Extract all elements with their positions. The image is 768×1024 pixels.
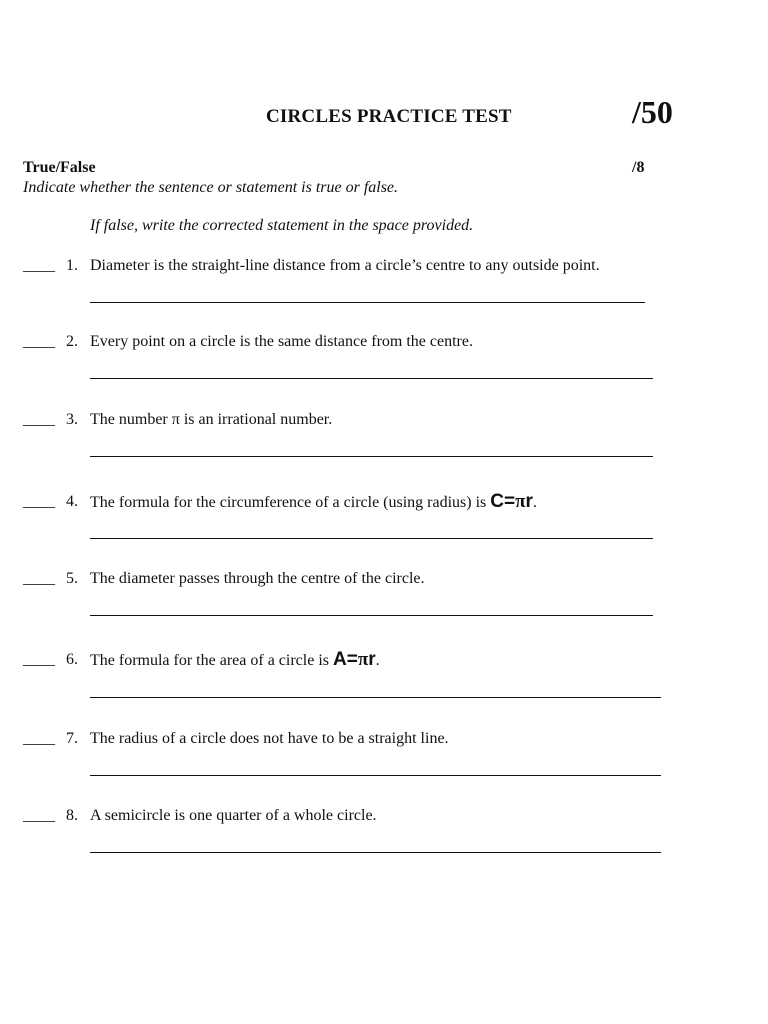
correction-line[interactable] xyxy=(90,456,653,457)
section-title: True/False xyxy=(23,159,96,176)
circumference-formula xyxy=(490,491,533,512)
question-3 xyxy=(0,411,768,471)
page-title: CIRCLES PRACTICE TEST xyxy=(266,106,512,127)
question-text xyxy=(90,491,537,513)
question-text: The diameter passes through the centre of the circle. xyxy=(90,570,425,587)
question-text-end: . xyxy=(532,494,537,511)
question-number: 3. xyxy=(66,411,78,428)
formula-right: r xyxy=(525,491,533,512)
question-1 xyxy=(0,257,768,317)
pi-symbol: π xyxy=(357,649,369,670)
question-number: 7. xyxy=(66,730,78,747)
question-text xyxy=(90,649,380,671)
formula-right: r xyxy=(368,649,376,670)
answer-blank[interactable]: ____ xyxy=(23,570,55,587)
section-score: /8 xyxy=(632,159,645,176)
question-number: 2. xyxy=(66,333,78,350)
correction-line[interactable] xyxy=(90,697,661,698)
formula-left: A= xyxy=(332,649,358,670)
question-number: 1. xyxy=(66,257,78,274)
section-instruction: Indicate whether the sentence or statement is true or false. xyxy=(23,179,399,196)
question-6 xyxy=(0,649,768,709)
question-text: Every point on a circle is the same distance from the centre. xyxy=(90,333,473,350)
question-number: 8. xyxy=(66,807,78,824)
question-number: 4. xyxy=(66,493,78,510)
question-text: A semicircle is one quarter of a whole circle. xyxy=(90,807,377,824)
correction-line[interactable] xyxy=(90,775,661,776)
correction-line[interactable] xyxy=(90,378,653,379)
area-formula xyxy=(333,649,376,670)
answer-blank[interactable]: ____ xyxy=(23,333,55,350)
question-text-lead: The formula for the area of a circle is xyxy=(90,652,333,669)
question-text-lead: The formula for the circumference of a circle (using radius) is xyxy=(90,494,491,511)
answer-blank[interactable]: ____ xyxy=(23,651,55,668)
question-text: Diameter is the straight-line distance from a circle’s centre to any outside point. xyxy=(90,257,600,274)
correction-line[interactable] xyxy=(90,615,653,616)
pi-symbol: π xyxy=(515,491,526,512)
question-number: 6. xyxy=(66,651,78,668)
question-2 xyxy=(0,333,768,393)
question-text: The number π is an irrational number. xyxy=(90,411,333,428)
answer-blank[interactable]: ____ xyxy=(23,493,55,510)
answer-blank[interactable]: ____ xyxy=(23,411,55,428)
question-text: The radius of a circle does not have to be a straight line. xyxy=(90,730,449,747)
question-text-end: . xyxy=(375,652,380,669)
total-score: /50 xyxy=(632,94,673,130)
correction-line[interactable] xyxy=(90,302,645,303)
correction-line[interactable] xyxy=(90,852,661,853)
answer-blank[interactable]: ____ xyxy=(23,730,55,747)
question-4 xyxy=(0,491,768,551)
answer-blank[interactable]: ____ xyxy=(23,257,55,274)
question-8 xyxy=(0,807,768,867)
correction-line[interactable] xyxy=(90,538,653,539)
question-7 xyxy=(0,730,768,790)
sub-instruction: If false, write the corrected statement in the space provided. xyxy=(90,217,474,234)
answer-blank[interactable]: ____ xyxy=(23,807,55,824)
formula-left: C= xyxy=(490,491,516,512)
question-5 xyxy=(0,570,768,630)
question-number: 5. xyxy=(66,570,78,587)
